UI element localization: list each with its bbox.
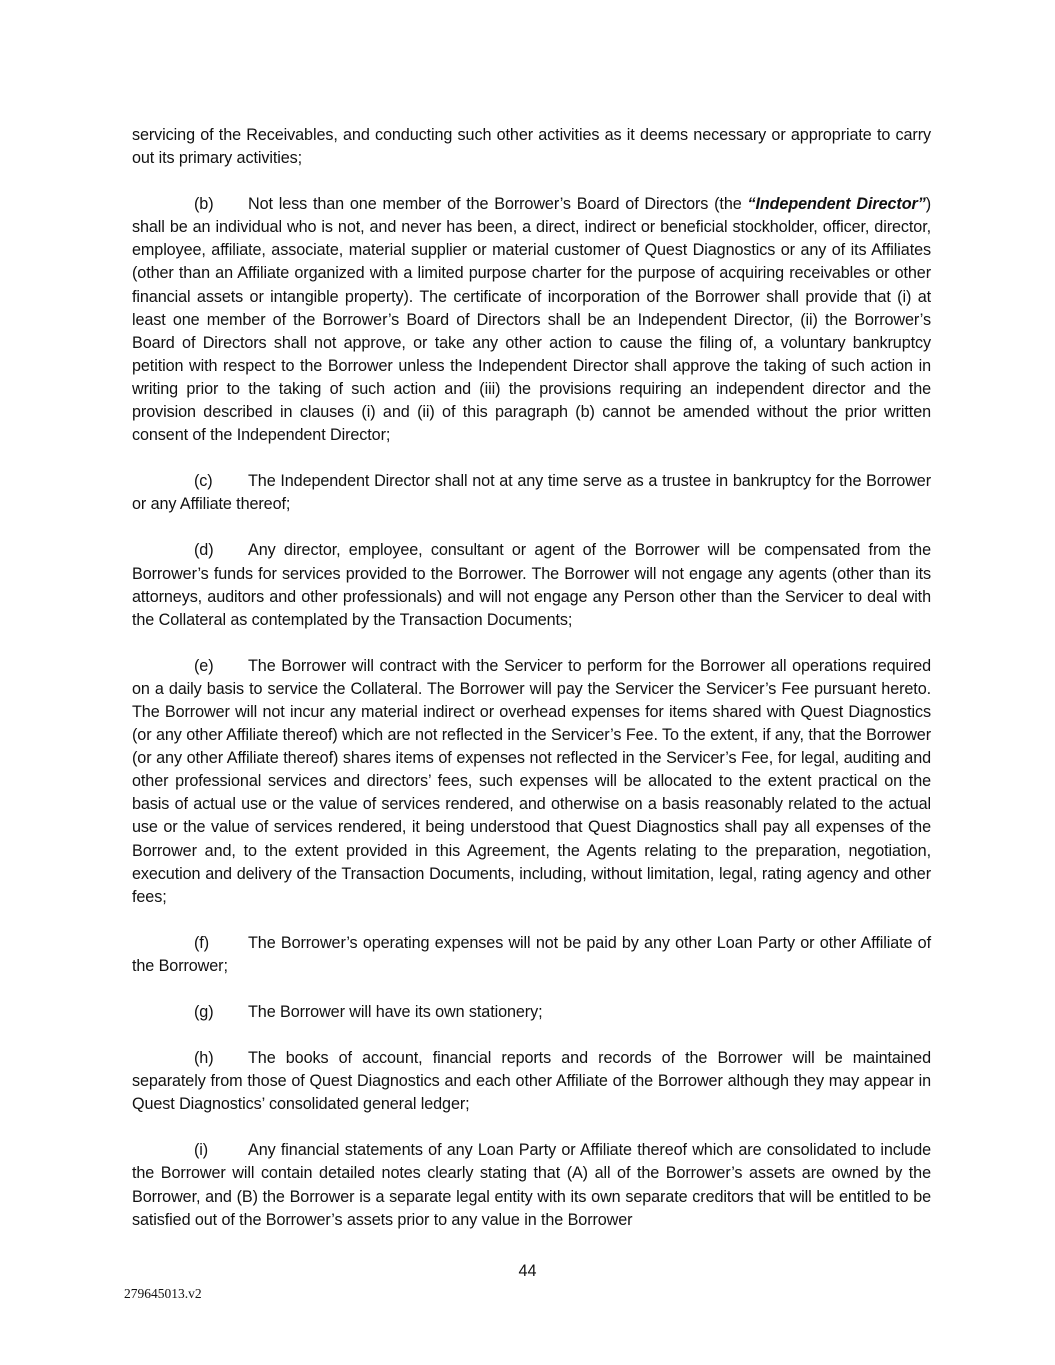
clause-c: [132, 470, 931, 516]
clause-text: The Borrower will contract with the Servicer to perform for the Borrower all operations required on a daily basis to service the Collateral. The Borrower will pay the Servicer the Servicer’s Fee pursuant hereto. The Borrower will not incur any material indirect or overhead expenses for items shared with Quest Diagnostics (or any other Affiliate thereof) which are not reflected in the Servicer’s Fee. To the extent, if any, that the Borrower (or any other Affiliate thereof) shares items of expenses not reflected in the Servicer’s Fee, for legal, auditing and other professional services and directors’ fees, such expenses will be allocated to the extent practical on the basis of actual use or the value of services rendered, and otherwise on a basis reasonably related to the actual use or the value of services rendered, it being understood that Quest Diagnostics shall pay all expenses of the Borrower and, to the extent provided in this Agreement, the Agents relating to the preparation, negotiation, execution and delivery of the Transaction Documents, including, without limitation, legal, rating agency and other fees;: [132, 656, 931, 906]
clause-label: (d): [194, 541, 214, 560]
document-page: [132, 124, 931, 1255]
clause-label: (g): [194, 1003, 214, 1021]
clause-g: [132, 1001, 931, 1024]
clause-label: (b): [194, 195, 214, 214]
clause-label: (e): [194, 656, 214, 675]
clause-i: [132, 1139, 931, 1231]
clause-text: The books of account, financial reports and records of the Borrower will be maintained separately from those of Quest Diagnostics and each other Affiliate of the Borrower although they may appear in Quest Diagnostics’ consolidated general ledger;: [132, 1049, 931, 1114]
clause-d: [132, 539, 931, 631]
clause-text: The Borrower’s operating expenses will not be paid by any other Loan Party or other Affiliate of the Borrower;: [132, 933, 931, 975]
clause-label: (h): [194, 1049, 214, 1068]
clause-e: [132, 655, 931, 909]
clause-text: Any director, employee, consultant or agent of the Borrower will be compensated from the Borrower’s funds for services provided to the Borrower. The Borrower will not engage any agents (other than its attorneys, auditors and other professionals) and will not engage any Person other than the Servicer to deal with the Collateral as contemplated by the Transaction Documents;: [132, 541, 931, 629]
clause-b: [132, 193, 931, 447]
clause-text-post: ) shall be an individual who is not, and never has been, a direct, indirect or beneficial stockholder, officer, director, employee, affiliate, associate, material supplier or material customer of Quest Diagnostics or any of its Affiliates (other than an Affiliate organized with a limited purpose charter for the purpose of acquiring receivables or other financial assets or intangible property). The certificate of incorporation of the Borrower shall provide that (i) at least one member of the Borrower’s Board of Directors shall be an Independent Director, (ii) the Borrower’s Board of Directors shall not approve, or take any other action to cause the filing of, a voluntary bankruptcy petition with respect to the Borrower unless the Independent Director shall approve the taking of such action in writing prior to the taking of such action and (iii) the provisions requiring an independent director and the provision described in clauses (i) and (ii) of this paragraph (b) cannot be amended without the prior written consent of the Independent Director;: [132, 195, 931, 445]
page-number: 44: [518, 1262, 537, 1280]
clause-label: (f): [194, 933, 209, 952]
clause-text-pre: Not less than one member of the Borrower’s Board of Directors (the: [248, 195, 748, 214]
defined-term: “Independent Director”: [747, 195, 926, 214]
clause-text: The Independent Director shall not at any time serve as a trustee in bankruptcy for the Borrower or any Affiliate thereof;: [132, 472, 931, 514]
clause-label: (i): [194, 1141, 209, 1160]
document-id: 279645013.v2: [124, 1286, 202, 1301]
clause-h: [132, 1047, 931, 1116]
clause-f: [132, 932, 931, 978]
clause-text: Any financial statements of any Loan Party or Affiliate thereof which are consolidated to include the Borrower will contain detailed notes clearly stating that (A) all of the Borrower’s assets are owned by the Borrower, and (B) the Borrower is a separate legal entity with its own separate creditors that will be entitled to be satisfied out of the Borrower’s assets prior to any value in the Borrower: [132, 1141, 931, 1229]
clause-label: (c): [194, 472, 213, 491]
clause-text: The Borrower will have its own stationery;: [248, 1003, 543, 1021]
paragraph-continuation: servicing of the Receivables, and conducting such other activities as it deems necessary or appropriate to carry out its primary activities;: [132, 126, 931, 168]
